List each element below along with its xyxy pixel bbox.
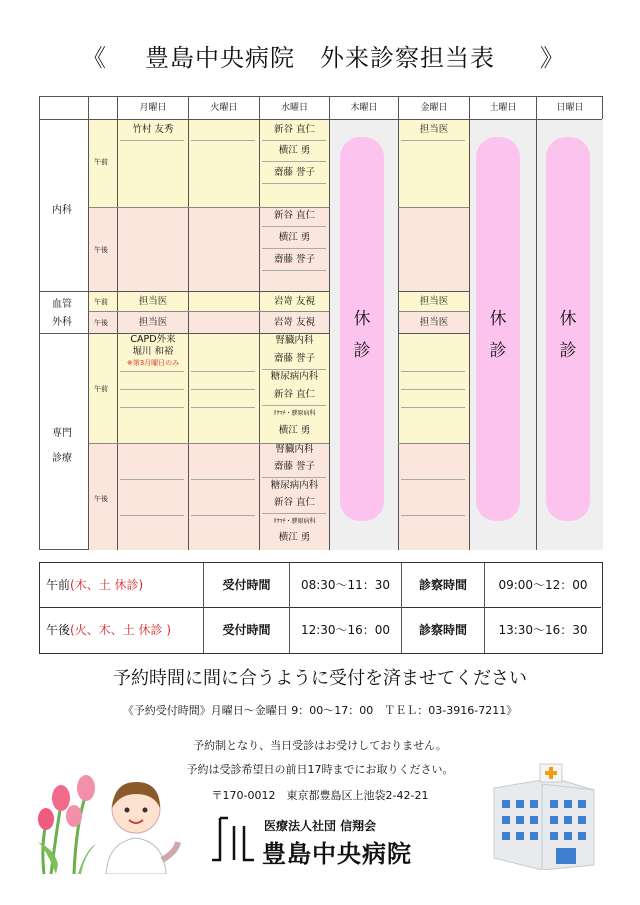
slot-divider [262,183,326,184]
grid-h [398,291,469,292]
notice-line-2: 予約は受診希望日の前日17時までにお取りください。 [186,763,454,776]
slot-divider [262,248,326,249]
section-senmon-1: 専門 [52,428,72,439]
reception-label: 受付時間 [204,563,290,608]
mon-naika-pm-bg [117,207,188,291]
clinic-name: 糖尿病内科 [270,480,319,491]
doctor-name: 横江 勇 [278,232,311,243]
kekkan-am-label: 午前 [94,298,108,306]
slot-divider [401,371,465,372]
grid-v [536,97,537,550]
note-text: ※第3月曜日のみ [126,359,180,367]
slot-divider [262,226,326,227]
clinic-name: CAPD外来 [130,334,176,345]
slot-divider [191,515,255,516]
slot-divider [191,479,255,480]
am-reception-time: 08:30～11：30 [290,563,402,608]
doctor-name: 齋藤 誉子 [273,167,316,178]
closed-text: 診 [559,341,577,361]
doctor-name: 担当医 [419,124,449,135]
doctor-name: 担当医 [138,317,168,328]
grid-h [398,443,469,444]
am-label-cell [40,563,204,608]
slot-divider [191,407,255,408]
slot-divider [401,140,465,141]
closed-text: 休 [353,309,371,329]
slot-divider [120,407,184,408]
grid-v [188,97,189,550]
clinic-name: ﾘｳﾏﾁ・膠原病科 [273,518,316,525]
title-close-bracket: 》 [540,44,565,72]
section-senmon-2: 診療 [52,453,72,464]
address: 〒170-0012 東京都豊島区上池袋2-42-21 [211,789,429,802]
slot-divider [262,140,326,141]
closed-pill-sat [476,137,520,521]
slot-divider [191,371,255,372]
title-text: 豊島中央病院 外来診察担当表 [145,44,495,72]
hours-row-pm [40,608,601,653]
grid-h [40,291,329,292]
slot-divider [191,140,255,141]
pm-exam-time: 13:30～16：30 [498,623,588,637]
doctor-name: 横江 勇 [278,425,311,436]
doctor-name: 齋藤 誉子 [273,461,316,472]
notice-line-1: 予約制となり、当日受診はお受けしておりません。 [193,739,447,752]
grid-h [89,311,329,312]
doctor-name: 堀川 和裕 [132,346,174,357]
slot-divider [120,515,184,516]
slot-divider [262,405,326,406]
day-header-mon: 月曜日 [139,103,167,113]
page-title [0,38,640,73]
slot-divider [120,389,184,390]
hours-table [39,562,603,654]
hospital-building-icon [484,760,604,870]
slot-divider [262,270,326,271]
exam-label: 診察時間 [402,608,485,653]
title-open-bracket: 《 [82,44,107,72]
doctor-name: 新谷 直仁 [273,497,316,508]
slot-divider [262,369,326,370]
clinic-name: 糖尿病内科 [270,371,319,382]
pm-closed-days: (火、木、土 休診 ) [70,623,172,637]
grid-h [398,333,469,334]
day-header-wed: 水曜日 [280,103,308,113]
slot-divider [262,513,326,514]
clinic-name: ﾘｳﾏﾁ・膠原病科 [273,410,316,417]
pm-label-cell [40,608,204,653]
slot-divider [120,479,184,480]
closed-text: 休 [559,309,577,329]
doctor-name: 齋藤 誉子 [273,254,316,265]
senmon-pm-label: 午後 [94,495,108,503]
grid-h [40,119,602,120]
grid-h [398,207,469,208]
slot-divider [191,389,255,390]
grid-v [469,97,470,550]
slot-divider [120,371,184,372]
day-header-thu: 木曜日 [350,103,378,113]
grid-h [89,207,329,208]
closed-text: 診 [489,341,507,361]
slot-divider [262,477,326,478]
senmon-fri-am-bg [398,333,469,443]
am-closed-days: (木、土 休診) [70,578,144,592]
section-naika: 内科 [52,205,72,216]
grid-h [398,311,469,312]
doctor-name: 担当医 [419,317,449,328]
reception-label: 受付時間 [204,608,290,653]
doctor-name: 竹村 友秀 [132,124,174,135]
clinic-name: 腎臓内科 [275,444,314,455]
doctor-name: 齋藤 誉子 [273,353,316,364]
am-label: 午前 [46,578,71,592]
day-header-sat: 土曜日 [489,103,517,113]
hospital-name: 豊島中央病院 [262,840,412,868]
doctor-name: 新谷 直仁 [273,124,316,135]
fri-naika-pm-bg [398,207,469,291]
tue-naika-am-bg [188,119,259,207]
doctor-name: 岩嵜 友視 [273,296,316,307]
closed-text: 休 [489,309,507,329]
naika-pm-label: 午後 [94,246,108,254]
reservation-hours: 《予約受付時間》月曜日～金曜日 9：00～17：00 ＴＥＬ：03-3916-7211》 [122,704,518,717]
slot-divider [401,407,465,408]
senmon-fri-pm-bg [398,443,469,550]
day-header-tue: 火曜日 [210,103,238,113]
doctor-name: 新谷 直仁 [273,210,316,221]
doctor-name: 横江 勇 [278,145,311,156]
slot-divider [401,389,465,390]
nurse-icon [106,782,178,874]
grid-v [329,97,330,550]
tulip-icon [38,775,96,874]
closed-text: 診 [353,341,371,361]
nurse-illustration [36,764,186,874]
clinic-name: 腎臓内科 [275,335,314,346]
doctor-name: 担当医 [419,296,449,307]
naika-am-label: 午前 [94,158,108,166]
slot-divider [401,515,465,516]
slot-divider [401,479,465,480]
day-header-fri: 金曜日 [420,103,448,113]
grid-v [88,97,89,550]
kekkan-pm-label: 午後 [94,319,108,327]
hours-row-am [40,563,601,608]
slot-divider [120,140,184,141]
headline-notice: 予約時間に間に合うように受付を済ませてください [113,668,527,689]
hospital-logo-icon [208,814,258,866]
pm-label: 午後 [46,623,71,637]
doctor-name: 岩嵜 友視 [273,317,316,328]
closed-pill-thu [340,137,384,521]
am-exam-time: 09:00～12：00 [498,578,588,592]
section-kekkan-2: 外科 [52,317,72,328]
corp-name: 医療法人社団 信翔会 [264,819,377,833]
slot-divider [262,161,326,162]
doctor-name: 横江 勇 [278,532,311,543]
senmon-am-label: 午前 [94,385,108,393]
day-header-sun: 日曜日 [556,103,584,113]
closed-pill-sun [546,137,590,521]
exam-label: 診察時間 [402,563,485,608]
pm-reception-time: 12:30～16：00 [290,608,402,653]
schedule-table [39,96,603,550]
doctor-name: 担当医 [138,296,168,307]
section-kekkan-1: 血管 [52,299,72,310]
doctor-name: 新谷 直仁 [273,389,316,400]
tue-naika-pm-bg [188,207,259,291]
